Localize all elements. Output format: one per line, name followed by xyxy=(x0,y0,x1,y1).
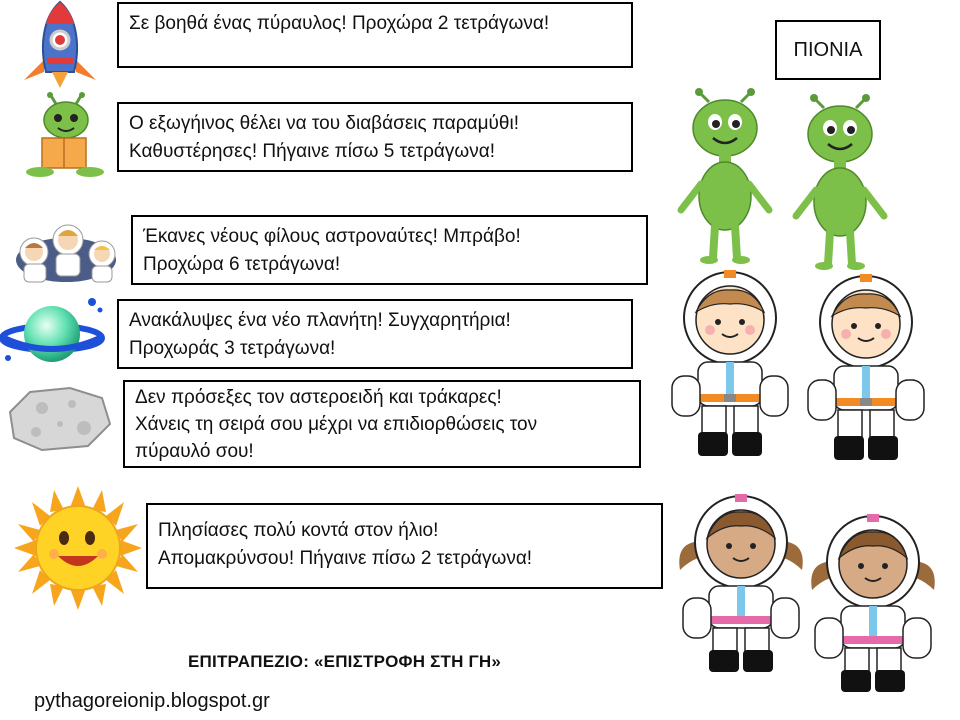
board-game-title: ΕΠΙΤΡΑΠΕΖΙΟ: «ΕΠΙΣΤΡΟΦΗ ΣΤΗ ΓΗ» xyxy=(188,652,502,671)
card-line: Καθυστέρησες! Πήγαινε πίσω 5 τετράγωνα! xyxy=(129,141,496,162)
card-line: Σε βοηθά ένας πύραυλος! Προχώρα 2 τετράγωνα! xyxy=(129,13,550,34)
card-astronauts xyxy=(131,215,648,285)
rocket-icon xyxy=(14,0,106,88)
alien-pawn-icon xyxy=(790,94,890,272)
card-line: Προχώρα 6 τετράγωνα! xyxy=(143,254,341,275)
boy-astronaut-pawn-icon xyxy=(668,268,792,460)
card-sun xyxy=(146,503,663,589)
planet-icon xyxy=(0,296,108,372)
boy-astronaut-pawn-icon xyxy=(804,272,928,464)
card-line: Χάνεις τη σειρά σου μέχρι να επιδιορθώσεις τον xyxy=(135,414,538,435)
source-url: pythagoreionip.blogspot.gr xyxy=(34,690,270,712)
card-line: Ανακάλυψες ένα νέο πλανήτη! Συγχαρητήρια! xyxy=(129,310,511,331)
astronauts-group-icon xyxy=(6,218,120,288)
card-line: Ο εξωγήινος θέλει να του διαβάσεις παραμύθι! xyxy=(129,113,519,134)
card-asteroid xyxy=(123,380,641,468)
asteroid-icon xyxy=(2,384,114,454)
card-line: Πλησίασες πολύ κοντά στον ήλιο! xyxy=(158,520,439,541)
girl-astronaut-pawn-icon xyxy=(808,512,938,696)
card-line: Απομακρύνσου! Πήγαινε πίσω 2 τετράγωνα! xyxy=(158,548,533,569)
alien-reading-icon xyxy=(24,92,108,178)
pawns-title: ΠΙΟΝΙΑ xyxy=(775,20,881,80)
girl-astronaut-pawn-icon xyxy=(676,492,806,676)
card-line: Προχωράς 3 τετράγωνα! xyxy=(129,338,336,359)
alien-pawn-icon xyxy=(675,88,775,266)
card-line: πύραυλό σου! xyxy=(135,441,254,462)
sun-icon xyxy=(14,486,142,610)
card-alien xyxy=(117,102,633,172)
card-line: Δεν πρόσεξες τον αστεροειδή και τράκαρες! xyxy=(135,387,502,408)
card-line: Έκανες νέους φίλους αστροναύτες! Μπράβο! xyxy=(143,226,521,247)
card-rocket xyxy=(117,2,633,68)
card-planet xyxy=(117,299,633,369)
